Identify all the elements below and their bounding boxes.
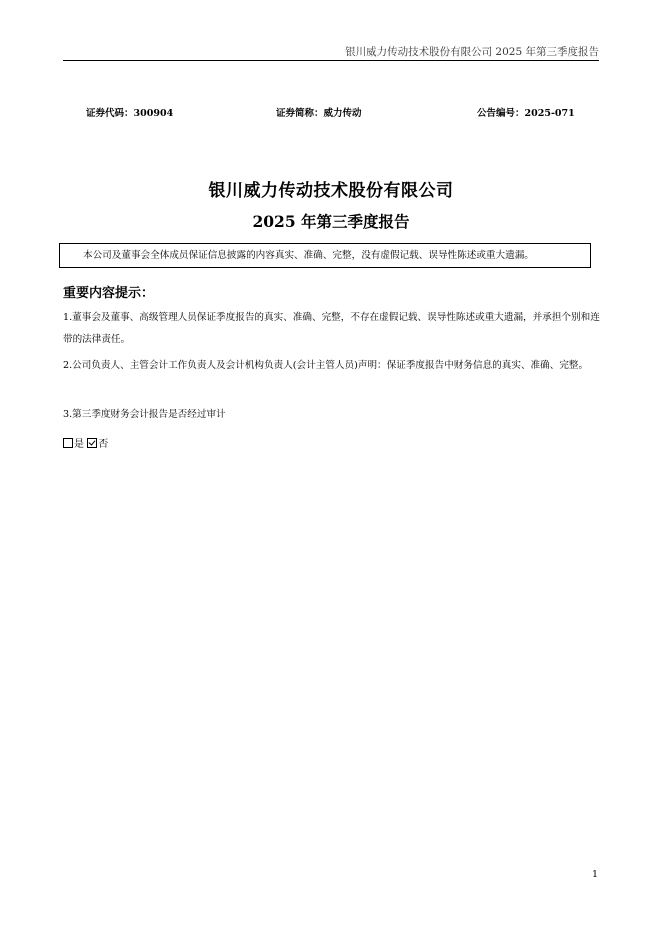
stock-short-name <box>276 105 362 119</box>
audit-no-label: 否 <box>98 439 109 450</box>
stock-code-value: 300904 <box>133 108 174 119</box>
notice-item-2: 2.公司负责人、主管会计工作负责人及会计机构负责人(会计主管人员)声明：保证季度报告中财务信息的真实、准确、完整。 <box>63 360 589 371</box>
stock-short-name-label: 证券简称： <box>276 108 324 119</box>
notice-item-3: 3.第三季度财务会计报告是否经过审计 <box>63 409 226 420</box>
notice-item-1: 1.董事会及董事、高级管理人员保证季度报告的真实、准确、完整，不存在虚假记载、误导性陈述或重大遗漏，并承担个别和连带的法律责任。 <box>63 312 600 345</box>
running-header: 银川威力传动技术股份有限公司 2025 年第三季度报告 <box>345 46 599 58</box>
company-title: 银川威力传动技术股份有限公司 <box>208 181 454 201</box>
stock-code-label: 证券代码： <box>86 108 134 119</box>
page-number: 1 <box>591 869 598 880</box>
disclosure-statement: 本公司及董事会全体成员保证信息披露的内容真实、准确、完整，没有虚假记载、误导性陈述或重大遗漏。 <box>59 243 591 268</box>
checkbox-checked-icon <box>87 438 97 448</box>
header-rule <box>63 60 599 61</box>
announcement-number-label: 公告编号： <box>477 108 525 119</box>
stock-short-name-value: 威力传动 <box>323 108 362 119</box>
announcement-number-value: 2025-071 <box>524 108 575 119</box>
audit-yes-label: 是 <box>74 439 84 450</box>
announcement-number <box>477 105 575 119</box>
audit-answer <box>63 435 108 450</box>
checkbox-yes-icon <box>63 438 73 448</box>
section-heading: 重要内容提示： <box>63 286 155 301</box>
stock-code <box>86 105 173 119</box>
report-title: 2025 年第三季度报告 <box>252 212 410 231</box>
